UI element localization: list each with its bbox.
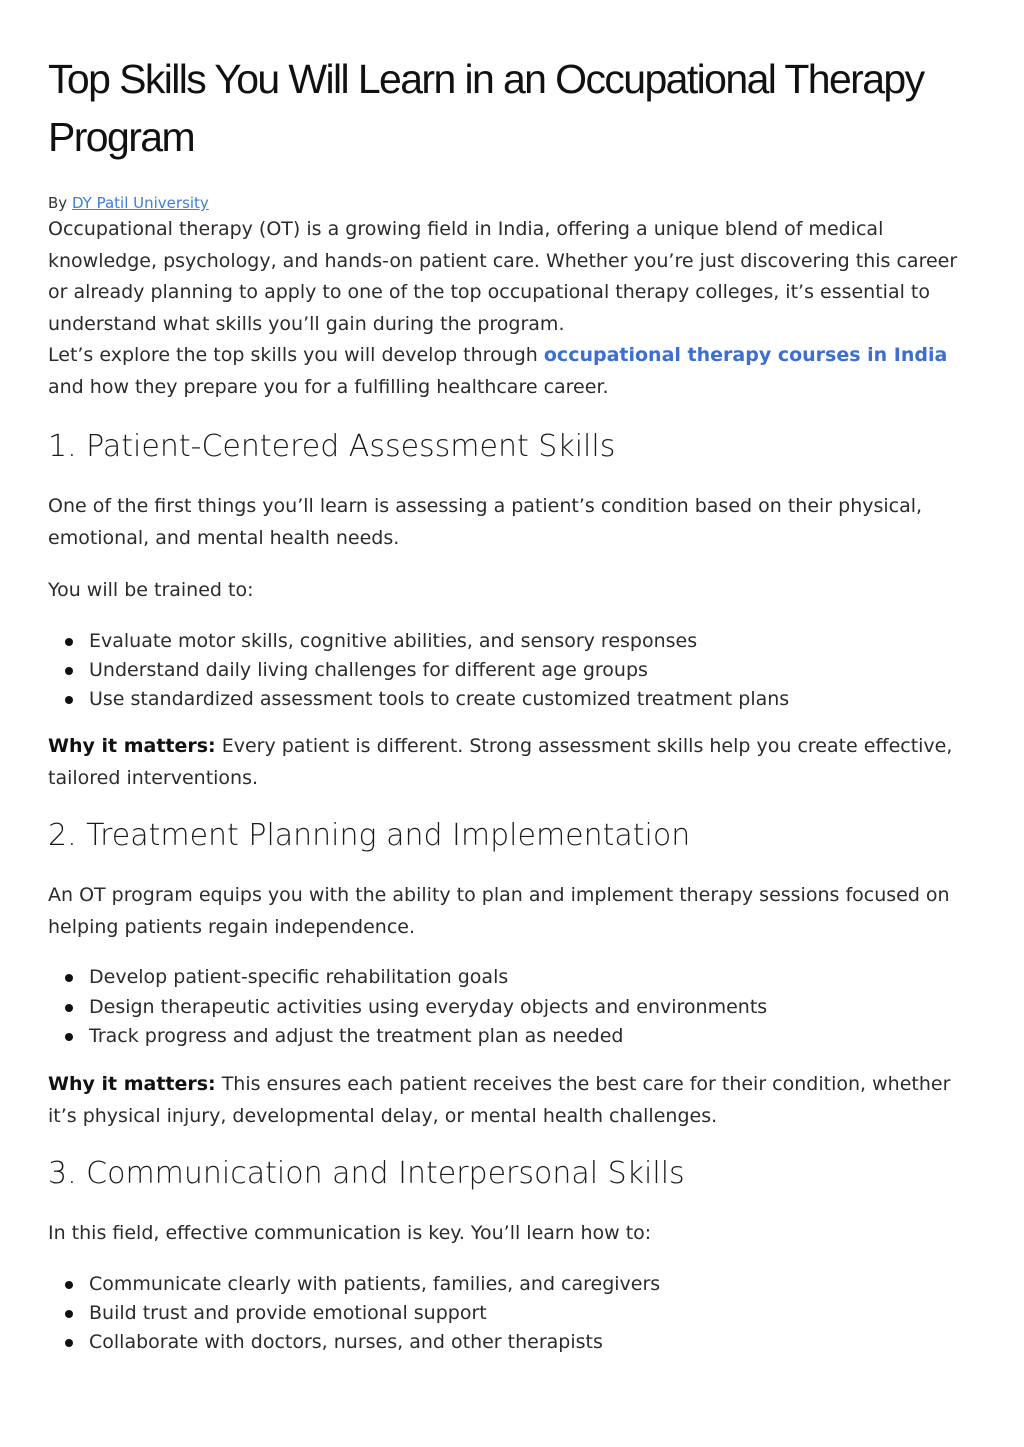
list-item-text: Develop patient-specific rehabilitation goals: [89, 966, 509, 989]
list-item: [48, 1328, 976, 1357]
bullet-list: [48, 1270, 976, 1358]
section-heading: 3. Communication and Interpersonal Skills: [48, 1156, 685, 1192]
why-text: Every patient is different. Strong assessment skills help you create effective, tailored interventions.: [48, 735, 953, 789]
list-item: [48, 993, 976, 1022]
why-it-matters: [48, 1069, 976, 1132]
list-item: [48, 656, 976, 685]
section-heading: 2. Treatment Planning and Implementation: [48, 818, 691, 854]
explore-text-after: and how they prepare you for a fulfilling healthcare career.: [48, 375, 609, 398]
list-item-text: Build trust and provide emotional support: [89, 1302, 487, 1325]
why-label: Why it matters:: [48, 1073, 216, 1096]
list-item: [48, 685, 976, 714]
bullet-icon: [65, 1281, 73, 1289]
bullet-icon: [65, 696, 73, 704]
list-item-text: Understand daily living challenges for different age groups: [89, 658, 648, 681]
list-item-text: Evaluate motor skills, cognitive abilities, and sensory responses: [89, 629, 698, 652]
explore-paragraph: [48, 340, 976, 403]
byline: [48, 192, 976, 214]
section-heading: 1. Patient-Centered Assessment Skills: [48, 429, 616, 464]
article-title: Top Skills You Will Learn in an Occupational Therapy Program: [48, 56, 924, 160]
byline-prefix: By: [48, 194, 72, 212]
bullet-icon: [65, 1033, 73, 1041]
bullet-icon: [65, 667, 73, 675]
list-item-text: Use standardized assessment tools to create customized treatment plans: [89, 688, 790, 711]
why-label: Why it matters:: [48, 735, 216, 758]
bullet-list: [48, 963, 976, 1051]
list-item: [48, 963, 976, 992]
list-item-text: Communicate clearly with patients, families, and caregivers: [89, 1272, 661, 1295]
bullet-icon: [65, 638, 73, 646]
bullet-icon: [65, 974, 73, 982]
section-paragraph: One of the first things you’ll learn is assessing a patient’s condition based on their physical, emotional, and mental health needs.: [48, 495, 923, 549]
ot-courses-link[interactable]: occupational therapy courses in India: [543, 344, 948, 366]
explore-text-before: Let’s explore the top skills you will develop through: [48, 344, 544, 366]
list-item: [48, 627, 976, 656]
list-item: [48, 1022, 976, 1051]
list-item-text: Collaborate with doctors, nurses, and other therapists: [89, 1331, 603, 1354]
list-item-text: Design therapeutic activities using everyday objects and environments: [89, 995, 768, 1018]
intro-paragraph: Occupational therapy (OT) is a growing field in India, offering a unique blend of medical knowledge, psychology, and hands-on patient care. Whether you’re just discovering this career or already planning to apply to one of the top occupational therapy colleges, it’s essential to understand what skills you’ll gain during the program.: [48, 218, 958, 335]
why-text: This ensures each patient receives the best care for their condition, whether it’s physical injury, developmental delay, or mental health challenges.: [48, 1073, 951, 1127]
bullet-icon: [65, 1004, 73, 1012]
bullet-icon: [65, 1310, 73, 1318]
why-it-matters: [48, 731, 976, 794]
author-link[interactable]: DY Patil University: [71, 194, 209, 212]
bullet-list: [48, 627, 976, 715]
section-paragraph: An OT program equips you with the ability to plan and implement therapy sessions focused on helping patients regain independence.: [48, 884, 950, 938]
section-paragraph: In this field, effective communication is key. You’ll learn how to:: [48, 1222, 652, 1245]
section-lead: You will be trained to:: [48, 579, 254, 601]
list-item: [48, 1299, 976, 1328]
list-item-text: Track progress and adjust the treatment plan as needed: [89, 1024, 624, 1047]
list-item: [48, 1270, 976, 1299]
bullet-icon: [65, 1339, 73, 1347]
